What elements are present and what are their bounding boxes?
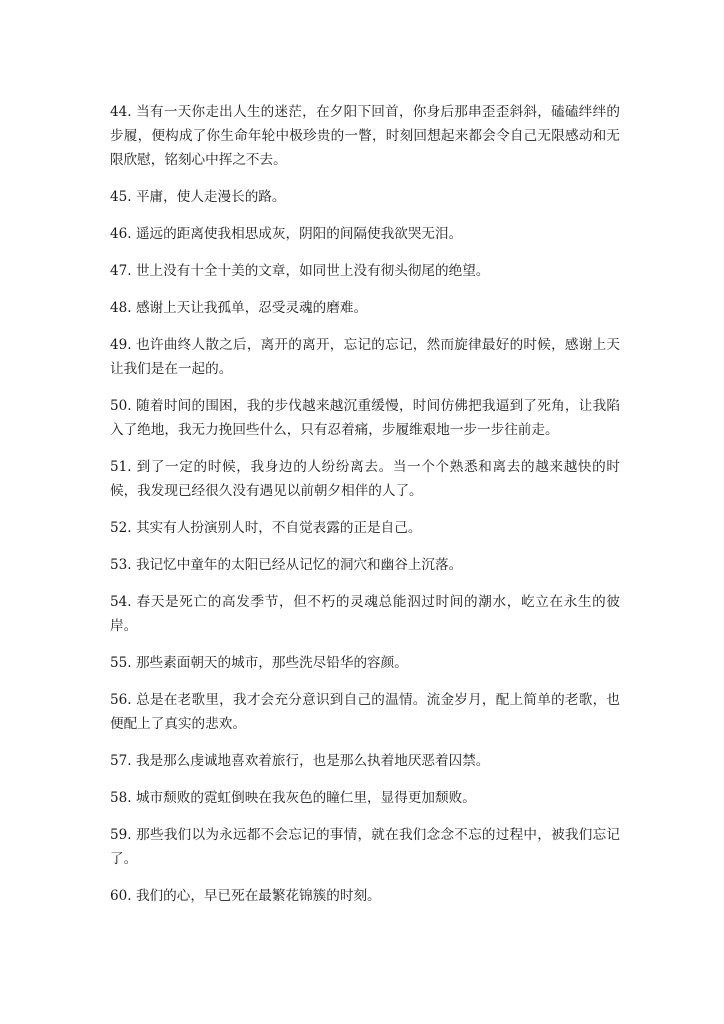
paragraph-53: 53. 我记忆中童年的太阳已经从记忆的洞穴和幽谷上沉落。 bbox=[110, 557, 463, 573]
paragraph-59: 59. 那些我们以为永远都不会忘记的事情，就在我们念念不忘的过程中，被我们忘记了。 bbox=[110, 827, 620, 867]
paragraph-50: 50. 随着时间的围困，我的步伐越来越沉重缓慢，时间仿佛把我逼到了死角，让我陷入了绝地，我无力挽回些什么，只有忍着痛，步履维艰地一步一步往前走。 bbox=[110, 398, 620, 438]
paragraph-48: 48. 感谢上天让我孤单，忍受灵魂的磨难。 bbox=[110, 300, 368, 316]
paragraph-56: 56. 总是在老歌里，我才会充分意识到自己的温情。流金岁月，配上简单的老歌，也便配上了真实的悲欢。 bbox=[110, 692, 620, 732]
paragraph-52: 52. 其实有人扮演别人时，不自觉表露的正是自己。 bbox=[110, 520, 422, 536]
paragraph-47: 47. 世上没有十全十美的文章，如同世上没有彻头彻尾的绝望。 bbox=[110, 263, 490, 279]
paragraph-44: 44. 当有一天你走出人生的迷茫，在夕阳下回首，你身后那串歪歪斜斜，磕磕绊绊的步履，便构成了你生命年轮中极珍贵的一瞥，时刻回想起来都会令自己无限感动和无限欣慰，铭刻心中挥之不去。 bbox=[110, 104, 620, 168]
paragraph-54: 54. 春天是死亡的高发季节，但不朽的灵魂总能泅过时间的潮水，屹立在永生的彼岸。 bbox=[110, 594, 620, 634]
paragraph-57: 57. 我是那么虔诚地喜欢着旅行，也是那么执着地厌恶着囚禁。 bbox=[110, 753, 490, 769]
paragraph-49: 49. 也许曲终人散之后，离开的离开，忘记的忘记，然而旋律最好的时候，感谢上天让我们是在一起的。 bbox=[110, 337, 620, 377]
paragraph-55: 55. 那些素面朝天的城市，那些洗尽铅华的容颜。 bbox=[110, 655, 408, 671]
paragraph-58: 58. 城市颓败的霓虹倒映在我灰色的瞳仁里，显得更加颓败。 bbox=[110, 790, 476, 806]
document-body bbox=[110, 100, 620, 921]
paragraph-51: 51. 到了一定的时候，我身边的人纷纷离去。当一个个熟悉和离去的越来越快的时候，我发现已经很久没有遇见以前朝夕相伴的人了。 bbox=[110, 459, 620, 499]
paragraph-45: 45. 平庸，使人走漫长的路。 bbox=[110, 189, 286, 205]
paragraph-46: 46. 遥远的距离使我相思成灰，阴阳的间隔使我欲哭无泪。 bbox=[110, 226, 463, 242]
paragraph-60: 60. 我们的心，早已死在最繁花锦簇的时刻。 bbox=[110, 888, 381, 904]
